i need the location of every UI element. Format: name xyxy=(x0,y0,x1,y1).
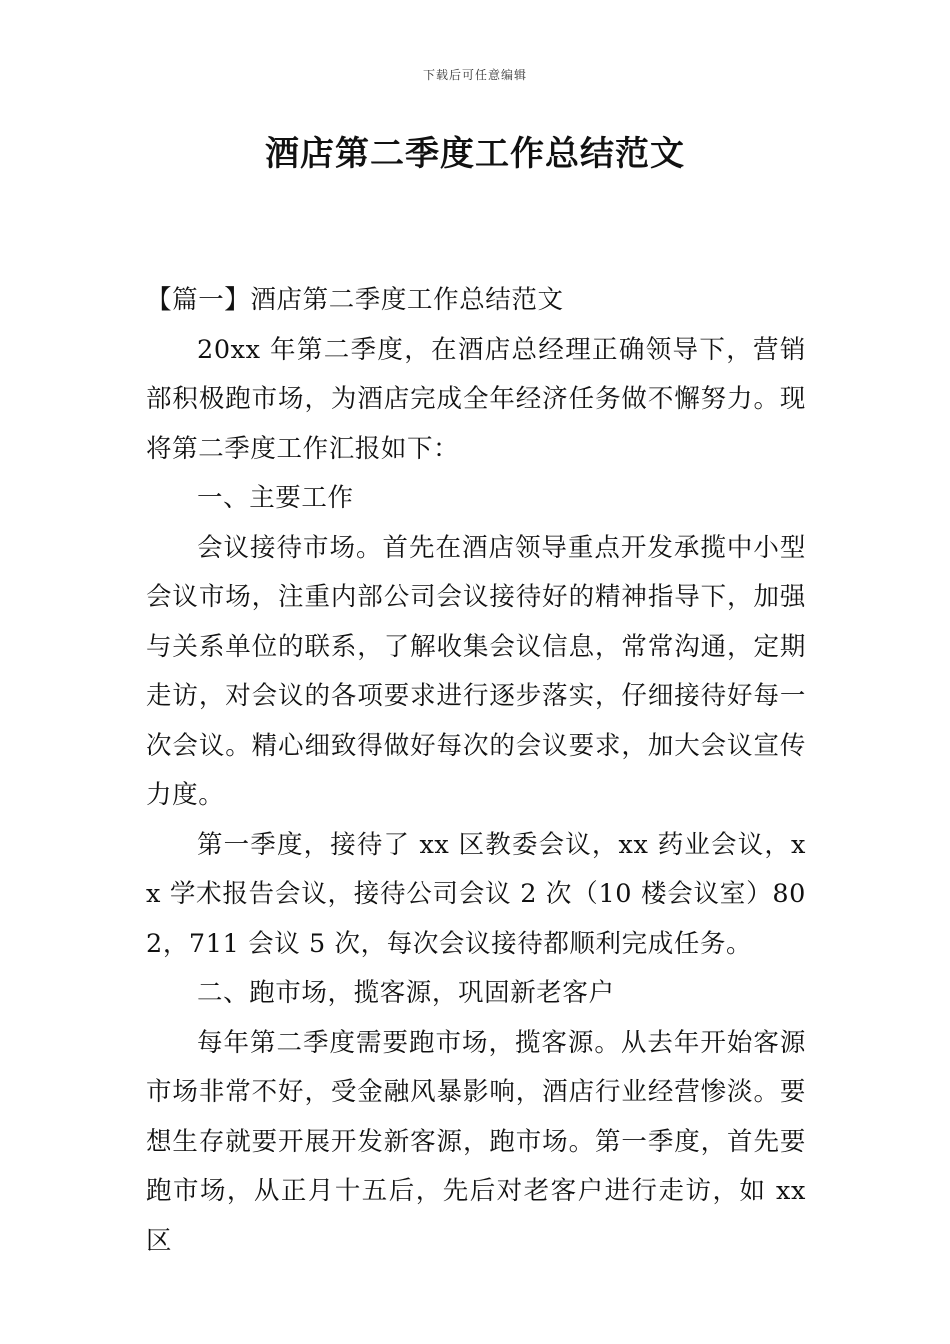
document-title: 酒店第二季度工作总结范文 xyxy=(265,134,685,174)
section-heading: 【篇一】酒店第二季度工作总结范文 xyxy=(146,285,564,315)
subheading-market: 二、跑市场，揽客源，巩固新老客户 xyxy=(197,978,615,1008)
subheading-main-work: 一、主要工作 xyxy=(197,483,354,513)
paragraph-meeting-market: 会议接待市场。首先在酒店领导重点开发承揽中小型会议市场，注重内部公司会议接待好的精神指导下，加强与关系单位的联系，了解收集会议信息，常常沟通，定期走访，对会议的各项要求进行逐步落实，仔细接待好每一次会议。精心细致得做好每次的会议要求，加大会议宣传力度。 xyxy=(146,532,806,810)
paragraph-intro: 20xx 年第二季度，在酒店总经理正确领导下，营销部积极跑市场，为酒店完成全年经济任务做不懈努力。现将第二季度工作汇报如下： xyxy=(146,334,806,464)
paragraph-market: 每年第二季度需要跑市场，揽客源。从去年开始客源市场非常不好，受金融风暴影响，酒店行业经营惨淡。要想生存就要开展开发新客源，跑市场。第一季度，首先要跑市场，从正月十五后，先后对老客户进行走访，如 xx 区 xyxy=(146,1027,806,1256)
document-body xyxy=(146,276,806,1266)
paragraph-first-quarter: 第一季度，接待了 xx 区教委会议，xx 药业会议，xx 学术报告会议，接待公司会议 2 次（10 楼会议室）802，711 会议 5 次，每次会议接待都顺利完成任务。 xyxy=(146,829,806,959)
header-note: 下载后可任意编辑 xyxy=(422,68,527,82)
